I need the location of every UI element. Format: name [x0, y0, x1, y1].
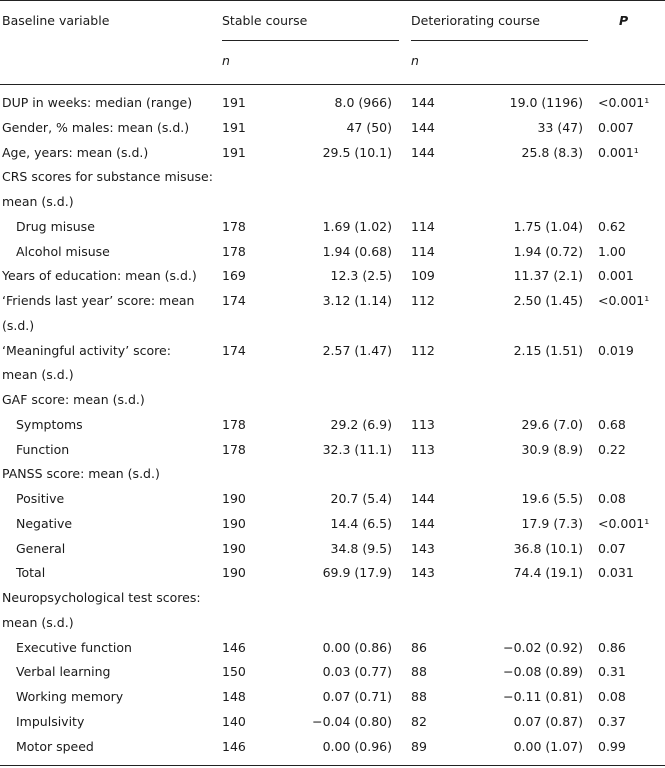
stable-value: 14.4 (6.5) — [330, 516, 392, 531]
deteriorating-course-underline — [411, 40, 588, 41]
row-label: Working memory — [16, 689, 124, 704]
deteriorating-n: 114 — [411, 244, 435, 259]
stable-course-underline — [222, 40, 399, 41]
stable-value: 3.12 (1.14) — [322, 293, 392, 308]
deteriorating-value: 19.0 (1196) — [509, 95, 583, 110]
row-label: Years of education: mean (s.d.) — [2, 268, 197, 283]
row-label: PANSS score: mean (s.d.) — [2, 466, 160, 481]
deteriorating-value: −0.11 (0.81) — [503, 689, 583, 704]
deteriorating-n: 144 — [411, 516, 435, 531]
stable-n: 178 — [222, 219, 246, 234]
row-label: Impulsivity — [16, 714, 85, 729]
row-label: Verbal learning — [16, 664, 111, 679]
deteriorating-value: 33 (47) — [537, 120, 583, 135]
stable-n: 146 — [222, 640, 246, 655]
deteriorating-value: 2.15 (1.51) — [513, 343, 583, 358]
deteriorating-n: 114 — [411, 219, 435, 234]
deteriorating-value: 1.75 (1.04) — [513, 219, 583, 234]
row-label: Total — [16, 565, 46, 580]
header-n-deteriorating: n — [411, 53, 419, 68]
deteriorating-value: 19.6 (5.5) — [521, 491, 583, 506]
p-value: <0.001¹ — [598, 95, 650, 110]
deteriorating-value: 25.8 (8.3) — [521, 145, 583, 160]
p-value: <0.001¹ — [598, 516, 650, 531]
header-p-value: P — [619, 13, 629, 28]
stable-n: 148 — [222, 689, 246, 704]
stable-value: 12.3 (2.5) — [330, 268, 392, 283]
stable-n: 190 — [222, 541, 246, 556]
stable-n: 146 — [222, 739, 246, 754]
stable-n: 191 — [222, 120, 246, 135]
header-bottom-rule — [0, 84, 665, 85]
row-label: Negative — [16, 516, 73, 531]
stable-value: 0.07 (0.71) — [322, 689, 392, 704]
p-value: 0.31 — [598, 664, 626, 679]
deteriorating-n: 144 — [411, 120, 435, 135]
row-label: mean (s.d.) — [2, 367, 74, 382]
stable-value: 47 (50) — [346, 120, 392, 135]
row-label: DUP in weeks: median (range) — [2, 95, 193, 110]
row-label: Executive function — [16, 640, 132, 655]
deteriorating-n: 82 — [411, 714, 427, 729]
row-label: mean (s.d.) — [2, 194, 74, 209]
stable-value: 0.00 (0.86) — [322, 640, 392, 655]
header-n-stable: n — [222, 53, 230, 68]
stable-value: 0.03 (0.77) — [322, 664, 392, 679]
stable-n: 191 — [222, 95, 246, 110]
stable-n: 191 — [222, 145, 246, 160]
row-label: Function — [16, 442, 70, 457]
deteriorating-value: −0.08 (0.89) — [503, 664, 583, 679]
deteriorating-value: 1.94 (0.72) — [513, 244, 583, 259]
p-value: 0.08 — [598, 689, 626, 704]
deteriorating-value: 0.00 (1.07) — [513, 739, 583, 754]
row-label: Alcohol misuse — [16, 244, 110, 259]
stable-value: 8.0 (966) — [334, 95, 392, 110]
row-label: mean (s.d.) — [2, 615, 74, 630]
row-label: Motor speed — [16, 739, 94, 754]
deteriorating-n: 86 — [411, 640, 427, 655]
stable-value: 34.8 (9.5) — [330, 541, 392, 556]
p-value: 0.86 — [598, 640, 626, 655]
stable-n: 140 — [222, 714, 246, 729]
stable-value: 29.2 (6.9) — [330, 417, 392, 432]
deteriorating-n: 109 — [411, 268, 435, 283]
stable-value: 2.57 (1.47) — [322, 343, 392, 358]
row-label: CRS scores for substance misuse: — [2, 169, 213, 184]
deteriorating-n: 143 — [411, 541, 435, 556]
p-value: 0.22 — [598, 442, 626, 457]
deteriorating-n: 144 — [411, 491, 435, 506]
row-label: GAF score: mean (s.d.) — [2, 392, 145, 407]
stable-value: 32.3 (11.1) — [322, 442, 392, 457]
header-baseline-variable: Baseline variable — [2, 13, 110, 28]
p-value: 0.68 — [598, 417, 626, 432]
stable-n: 190 — [222, 491, 246, 506]
deteriorating-n: 88 — [411, 664, 427, 679]
deteriorating-n: 144 — [411, 95, 435, 110]
deteriorating-n: 143 — [411, 565, 435, 580]
stable-n: 174 — [222, 343, 246, 358]
deteriorating-value: 29.6 (7.0) — [521, 417, 583, 432]
deteriorating-value: 11.37 (2.1) — [513, 268, 583, 283]
stable-value: 0.00 (0.96) — [322, 739, 392, 754]
stable-value: 29.5 (10.1) — [322, 145, 392, 160]
p-value: 0.62 — [598, 219, 626, 234]
stable-value: 20.7 (5.4) — [330, 491, 392, 506]
deteriorating-n: 112 — [411, 343, 435, 358]
p-value: 1.00 — [598, 244, 626, 259]
stable-n: 150 — [222, 664, 246, 679]
p-value: 0.001¹ — [598, 145, 639, 160]
header-deteriorating-course: Deteriorating course — [411, 13, 540, 28]
table-top-rule — [0, 0, 665, 1]
p-value: 0.99 — [598, 739, 626, 754]
deteriorating-n: 89 — [411, 739, 427, 754]
stable-n: 178 — [222, 417, 246, 432]
row-label: ‘Meaningful activity’ score: — [2, 343, 171, 358]
row-label: (s.d.) — [2, 318, 35, 333]
deteriorating-n: 88 — [411, 689, 427, 704]
row-label: General — [16, 541, 66, 556]
deteriorating-value: 74.4 (19.1) — [513, 565, 583, 580]
stable-value: 1.69 (1.02) — [322, 219, 392, 234]
header-stable-course: Stable course — [222, 13, 308, 28]
p-value: <0.001¹ — [598, 293, 650, 308]
row-label: Neuropsychological test scores: — [2, 590, 201, 605]
deteriorating-n: 113 — [411, 417, 435, 432]
p-value: 0.007 — [598, 120, 634, 135]
deteriorating-value: 0.07 (0.87) — [513, 714, 583, 729]
stable-n: 174 — [222, 293, 246, 308]
stable-n: 169 — [222, 268, 246, 283]
deteriorating-value: 30.9 (8.9) — [521, 442, 583, 457]
stable-value: 69.9 (17.9) — [322, 565, 392, 580]
row-label: Symptoms — [16, 417, 83, 432]
p-value: 0.031 — [598, 565, 634, 580]
row-label: Drug misuse — [16, 219, 95, 234]
p-value: 0.019 — [598, 343, 634, 358]
row-label: Positive — [16, 491, 65, 506]
row-label: Gender, % males: mean (s.d.) — [2, 120, 190, 135]
deteriorating-n: 112 — [411, 293, 435, 308]
row-label: Age, years: mean (s.d.) — [2, 145, 149, 160]
row-label: ‘Friends last year’ score: mean — [2, 293, 195, 308]
stable-n: 178 — [222, 244, 246, 259]
stable-n: 178 — [222, 442, 246, 457]
deteriorating-value: −0.02 (0.92) — [503, 640, 583, 655]
stable-value: −0.04 (0.80) — [312, 714, 392, 729]
deteriorating-n: 144 — [411, 145, 435, 160]
p-value: 0.07 — [598, 541, 626, 556]
deteriorating-value: 36.8 (10.1) — [513, 541, 583, 556]
p-value: 0.37 — [598, 714, 626, 729]
stable-value: 1.94 (0.68) — [322, 244, 392, 259]
deteriorating-value: 2.50 (1.45) — [513, 293, 583, 308]
table-bottom-rule — [0, 765, 665, 766]
p-value: 0.001 — [598, 268, 634, 283]
deteriorating-value: 17.9 (7.3) — [521, 516, 583, 531]
stable-n: 190 — [222, 565, 246, 580]
stable-n: 190 — [222, 516, 246, 531]
p-value: 0.08 — [598, 491, 626, 506]
deteriorating-n: 113 — [411, 442, 435, 457]
